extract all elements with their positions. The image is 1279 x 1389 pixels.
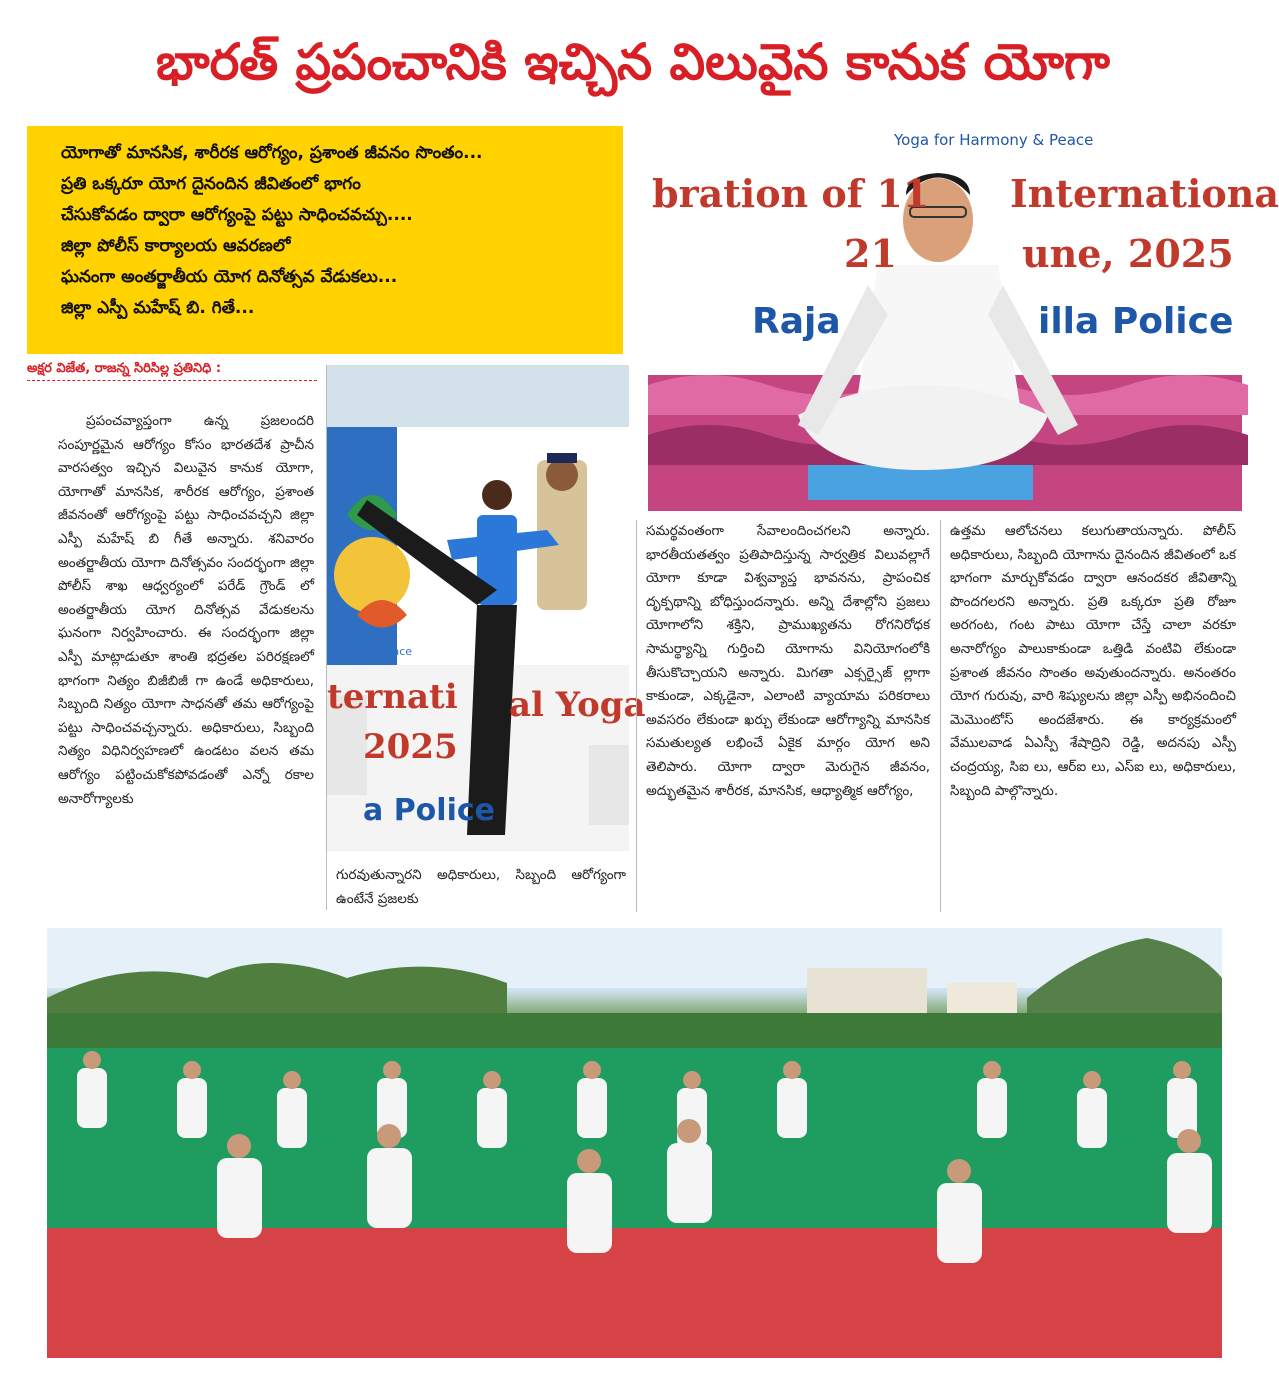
photo-group-yoga-field <box>47 928 1222 1343</box>
headline: భారత్ ప్రపంచానికి ఇచ్చిన విలువైన కానుక యోగా <box>156 33 1110 91</box>
byline: అక్షర విజేత, రాజన్న సిరిసిల్ల ప్రతినిధి : <box>27 358 317 381</box>
banner-text: a Police <box>363 793 495 828</box>
article-column-3: సమర్థవంతంగా సేవాలందించగలని అన్నారు. భారతీయతత్వం ప్రతిపాదిస్తున్న సార్వత్రిక విలువల్లాగే యోగా కూడా విశ్వవ్యాప్త భావనను, ప్రాపంచిక దృక్పథాన్ని బోధిస్తుందన్నారు. అన్ని దేశాల్లోని ప్రజలు యోగాలోని శక్తిని, ప్రాముఖ్యతను రోగనిరోధక సామర్థ్యాన్ని గుర్తించి యోగాను వినియోగంలోకి తీసుకొచ్చాయని అన్నారు. మిగతా ఎక్సర్సైజ్ ల్లాగా కాకుండా, ఎక్కడైనా, ఎలాంటి వ్యాయామ పరికరాలు అవసరం లేకుండా ఖర్చు లేకుండా ఆరోగ్యాన్ని మానసిక సమతుల్యత లభించే ఏకైక మార్గం యోగ అని తెలిపారు. యోగా ద్వారా మెరుగైన జీవనం, అద్భుతమైన శారీరక, మానసిక, ఆధ్యాత్మిక ఆరోగ్యం, <box>646 523 930 799</box>
banner-text: Raja <box>752 301 841 342</box>
article-column-1: ప్రపంచవ్యాప్తంగా ఉన్న ప్రజలందరి సంపూర్ణమైన ఆరోగ్యం కోసం భారతదేశ ప్రాచీన వారసత్వం ఇచ్చిన విలువైన కానుక యోగా, యోగాతో మానసిక, శారీరక ఆరోగ్యం, ప్రశాంత జీవనంతో ఆరోగ్యంపై పట్టు సాధించవచ్చని జిల్లా ఎస్పీ మహేష్ బి గీతే అన్నారు. శనివారం అంతర్జాతీయ యోగా దినోత్సవం సందర్భంగా జిల్లా పోలీస్ శాఖ ఆధ్వర్యంలో పరేడ్ గ్రౌండ్ లో అంతర్జాతీయ యోగ దినోత్సవ వేడుకలను ఘనంగా నిర్వహించారు. ఈ సందర్భంగా జిల్లా ఎస్పీ మాట్లాడుతూ శాంతి భద్రతల పరిరక్షణలో భాగంగా నిత్యం బిజీబిజీ గా ఉండే అధికారులు, సిబ్బంది నిత్యం యోగా సాధనతో తమ ఆరోగ్యంపై పట్టు సాధించవచ్చన్నారు. అధికారులు, సిబ్బంది నిత్యం విధినిర్వహణలో ఉండటం వలన తమ ఆరోగ్యం పట్టించుకోకపోవడంతో ఎన్నో రకాల అనారోగ్యాలకు <box>58 413 314 807</box>
column-divider <box>326 365 327 910</box>
banner-text: mony & Peace <box>333 645 413 658</box>
highlight-line: చేసుకోవడం ద్వారా ఆరోగ్యంపై పట్టు సాధించవచ్చు.... <box>61 205 413 225</box>
column-divider <box>940 520 941 912</box>
banner-text: Yoga for Harmony & Peace <box>894 131 1094 149</box>
photo-sp-meditation <box>648 125 1279 511</box>
banner-text: Internationa <box>1010 171 1279 216</box>
photo-girl-yoga <box>327 365 646 851</box>
banner-text: une, 2025 <box>1022 231 1234 276</box>
banner-text: 21 <box>844 231 897 276</box>
column-divider <box>636 520 637 912</box>
highlight-line: ప్రతి ఒక్కరూ యోగ దైనందిన జీవితంలో భాగం <box>61 174 361 194</box>
banner-text: illa Police <box>1038 301 1234 342</box>
highlight-line: యోగాతో మానసిక, శారీరక ఆరోగ్యం, ప్రశాంత జీవనం సొంతం... <box>61 143 483 163</box>
banner-text: 2025 <box>363 727 458 767</box>
highlights-box <box>27 126 623 354</box>
highlight-line: జిల్లా పోలీస్ కార్యాలయ ఆవరణలో <box>61 236 291 256</box>
article-column-4: ఉత్తమ ఆలోచనలు కలుగుతాయన్నారు. పోలీస్ అధికారులు, సిబ్బంది యోగాను దైనందిన జీవితంలో ఒక భాగంగా మార్చుకోవడం ద్వారా ఆనందకర జీవితాన్ని పొందగలరని అన్నారు. ప్రతి ఒక్కరూ ప్రతి రోజూ అరగంట, గంట పాటు యోగా చేస్తే చాలా వరకూ అనారోగ్యం పాలుకాకుండా ఒత్తిడి వంటివి లేకుండా ప్రశాంత జీవనం సొంతం అవుతుందన్నారు. అనంతరం యోగ గురువు, వారి శిష్యులను జిల్లా ఎస్పీ అభినందించి మెమొంటోస్ అందజేశారు. ఈ కార్యక్రమంలో వేములవాడ ఏఎస్పీ శేషాద్రిని రెడ్డి, అదనపు ఎస్పీ చంద్రయ్య, సిఐ లు, ఆర్ఐ లు, ఎస్ఐ లు, అధికారులు, సిబ్బంది పాల్గొన్నారు. <box>950 523 1236 799</box>
highlight-line: జిల్లా ఎస్పీ మహేష్ బి. గితే... <box>61 298 255 318</box>
banner-text: al Yoga <box>509 685 646 725</box>
highlight-line: ఘనంగా అంతర్జాతీయ యోగ దినోత్సవ వేడుకలు... <box>61 267 398 287</box>
banner-text: bration of 11 <box>652 171 930 216</box>
banner-text: ternati <box>327 677 458 717</box>
article-column-2: గురవుతున్నారని అధికారులు, సిబ్బంది ఆరోగ్యంగా ఉంటేనే ప్రజలకు <box>336 867 626 907</box>
